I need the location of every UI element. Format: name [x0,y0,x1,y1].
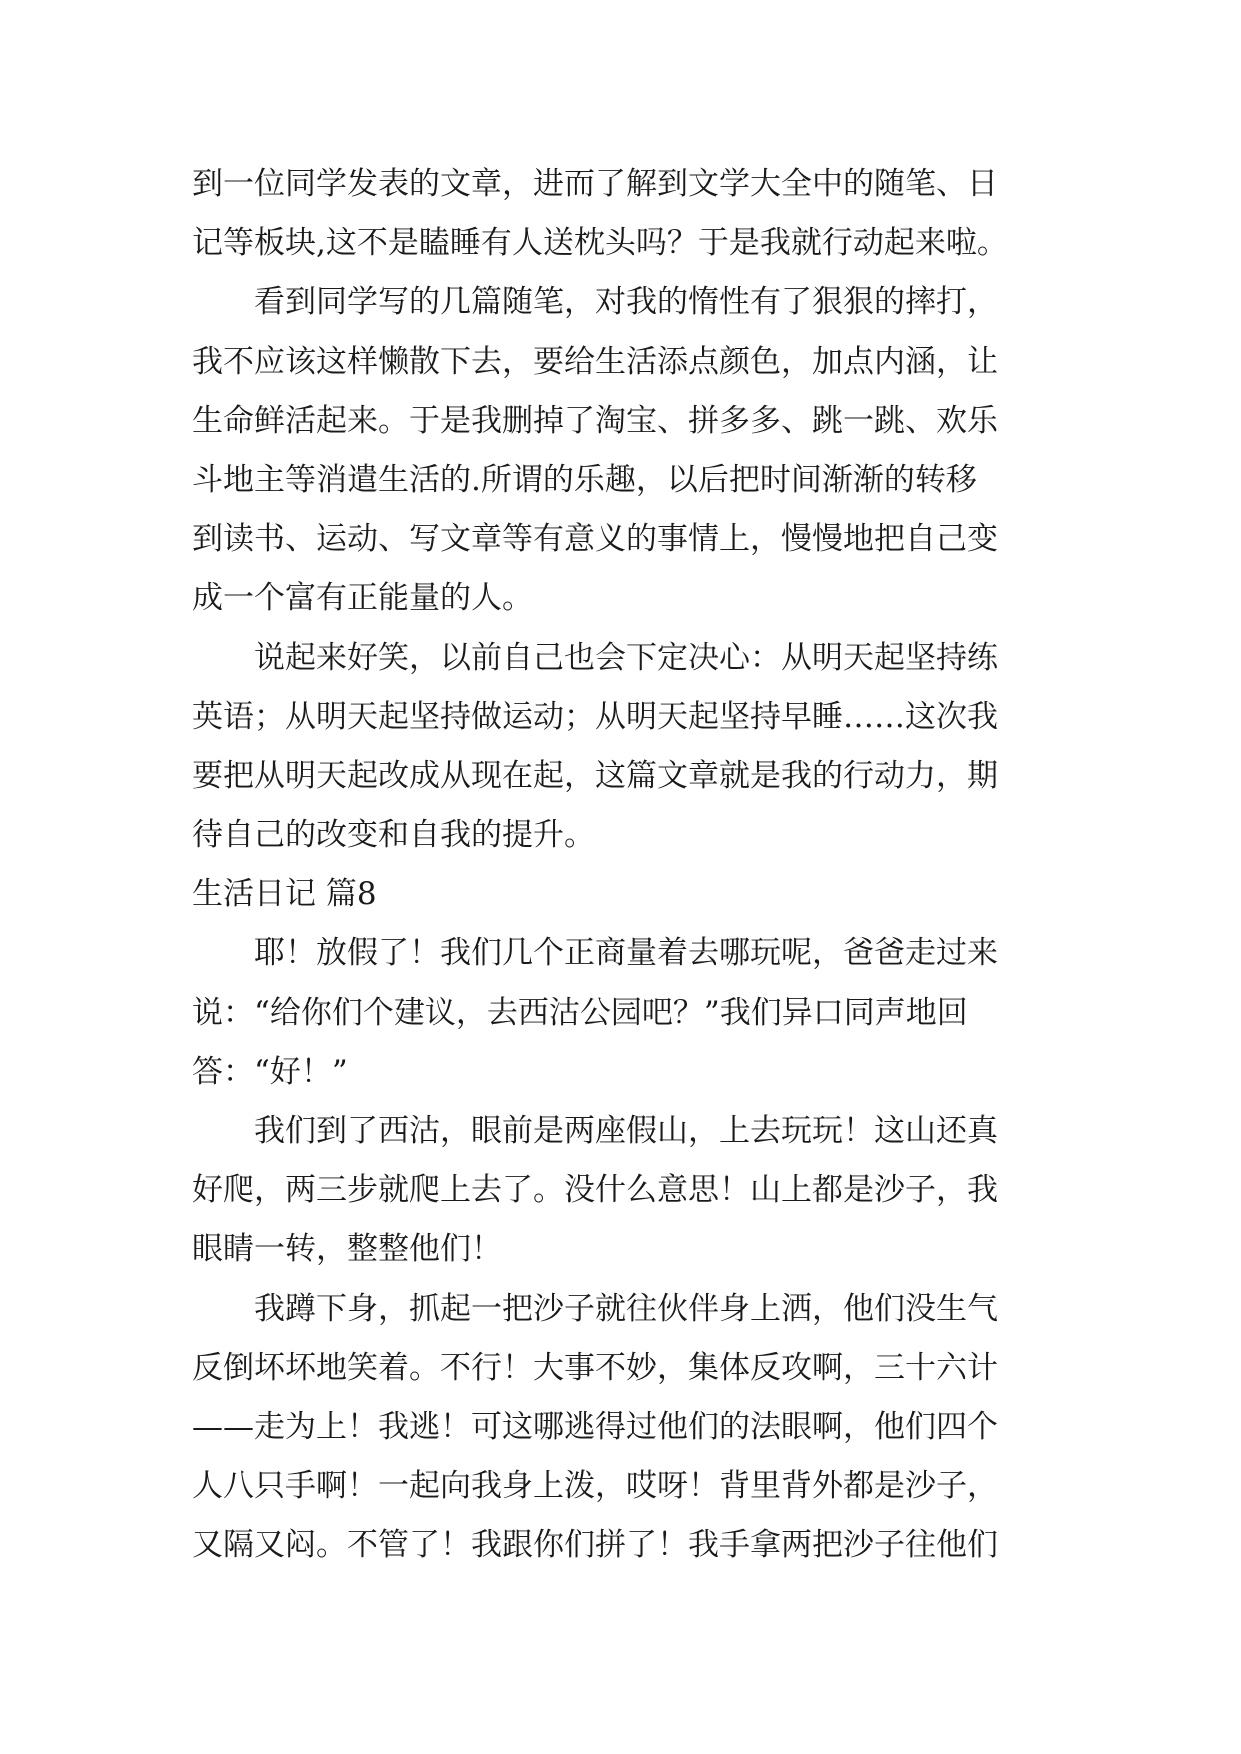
text-line: 人八只手啊！一起向我身上泼，哎呀！背里背外都是沙子， [192,1468,998,1505]
text-line: 好爬，两三步就爬上去了。没什么意思！山上都是沙子，我 [192,1172,998,1209]
section-heading: 生活日记 篇8 [192,876,377,913]
paragraph-start-line: 看到同学写的几篇随笔，对我的惰性有了狠狠的摔打， [254,284,998,321]
text-line: 到读书、运动、写文章等有意义的事情上，慢慢地把自己变 [192,521,998,558]
paragraph-start-line: 我们到了西沽，眼前是两座假山，上去玩玩！这山还真 [254,1113,998,1149]
document-body [192,155,1092,1576]
text-line: ——走为上！我逃！可这哪逃得过他们的法眼啊，他们四个 [192,1408,998,1445]
text-line: 答：“好！” [192,1053,348,1090]
text-line: 说：“给你们个建议，去西沽公园吧？”我们异口同声地回 [192,994,968,1031]
text-line: 到一位同学发表的文章，进而了解到文学大全中的随笔、日 [192,166,998,202]
paragraph-start-line: 耶！放假了！我们几个正商量着去哪玩呢，爸爸走过来 [254,935,998,972]
text-line: 又隔又闷。不管了！我跟你们拼了！我手拿两把沙子往他们 [192,1527,998,1564]
text-line: 我不应该这样懒散下去，要给生活添点颜色，加点内涵，让 [192,343,998,380]
paragraph-start-line: 说起来好笑，以前自己也会下定决心：从明天起坚持练 [254,639,998,676]
text-line: 要把从明天起改成从现在起，这篇文章就是我的行动力，期 [192,757,998,794]
text-line: 斗地主等消遣生活的.所谓的乐趣，以后把时间渐渐的转移 [192,461,977,498]
text-line: 生命鲜活起来。于是我删掉了淘宝、拼多多、跳一跳、欢乐 [192,402,998,439]
paragraph-start-line: 我蹲下身，抓起一把沙子就往伙伴身上洒，他们没生气 [254,1290,998,1327]
text-line: 英语；从明天起坚持做运动；从明天起坚持早睡……这次我 [192,698,998,735]
text-line: 待自己的改变和自我的提升。 [192,817,595,854]
text-line: 成一个富有正能量的人。 [192,580,533,617]
text-line: 记等板块,这不是瞌睡有人送枕头吗？于是我就行动起来啦。 [192,225,1008,262]
text-line: 眼睛一转，整整他们！ [192,1231,502,1268]
text-line: 反倒坏坏地笑着。不行！大事不妙，集体反攻啊，三十六计 [192,1349,998,1386]
